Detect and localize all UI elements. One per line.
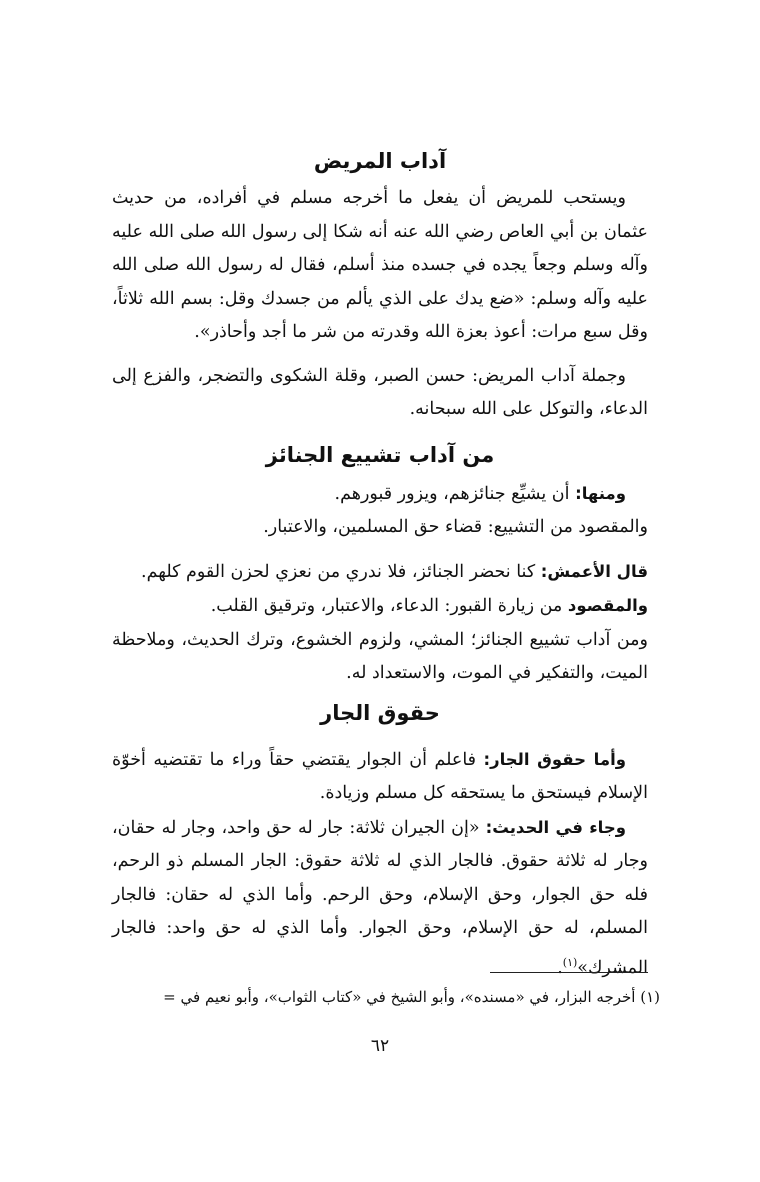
page-body <box>112 140 648 985</box>
paragraph <box>112 589 648 624</box>
paragraph-text: أن يشيِّع جنائزهم، ويزور قبورهم. <box>334 483 576 504</box>
footnote-marker[interactable]: (١) <box>562 955 578 969</box>
paragraph-text: من زيارة القبور: الدعاء، والاعتبار، وترقيق القلب. <box>210 596 568 616</box>
paragraph-lead: قال الأعمش: <box>540 561 648 581</box>
paragraph <box>112 743 648 811</box>
footnote: (١) أخرجه البزار، في «مسنده»، وأبو الشيخ في «كتاب الثواب»، وأبو نعيم في = <box>163 988 660 1006</box>
paragraph <box>112 477 648 512</box>
paragraph-text: فاعلم أن الجوار يقتضي حقاً وراء ما تقتضيه أخوّة الإسلام فيستحق ما يستحقه كل مسلم وزيادة. <box>112 749 648 803</box>
paragraph <box>112 811 648 985</box>
section-heading-patient-etiquette: آداب المريض <box>313 149 447 173</box>
footnote-divider <box>490 972 648 973</box>
page-number: ٦٢ <box>370 1036 390 1056</box>
paragraph-lead: وجاء في الحديث: <box>485 817 626 837</box>
paragraph-text: كنا نحضر الجنائز، فلا ندري من نعزي لحزن القوم كلهم. <box>141 561 541 582</box>
paragraph-lead: وأما حقوق الجار: <box>483 749 626 769</box>
paragraph-lead: ومنها: <box>575 483 626 503</box>
section-heading-funeral-etiquette: من آداب تشييع الجنائز <box>265 442 495 467</box>
paragraph: وجملة آداب المريض: حسن الصبر، وقلة الشكوى والتضجر، والفزع إلى الدعاء، والتوكل على الله سبحانه. <box>112 365 648 419</box>
paragraph-tail: . <box>557 957 563 978</box>
paragraph-text: «إن الجيران ثلاثة: جار له حق واحد، وجار له حقان، وجار له ثلاثة حقوق. فالجار الذي له ثلاثة حقوق: الجار المسلم ذو الرحم، فله حق الجوار، وحق الإسلام، وحق الرحم. وأما الذي له حقان: فالجار المسلم، له حق الإسلام، وحق الجوار. وأما الذي له حق واحد: فالجار المشرك» <box>112 817 648 978</box>
paragraph: ويستحب للمريض أن يفعل ما أخرجه مسلم في أفراده، من حديث عثمان بن أبي العاص رضي الله عنه أنه شكا إلى رسول الله صلى الله عليه وآله وسلم وجعاً يجده في جسده منذ أسلم، فقال له رسول الله صلى الله عليه وآله وسلم: «ضع يدك على الذي يألم من جسدك وقل: بسم الله ثلاثاً، وقل سبع مرات: أعوذ بعزة الله وقدرته من شر ما أجد وأحاذر». <box>112 188 648 342</box>
section-heading-neighbor-rights: حقوق الجار <box>320 700 440 725</box>
paragraph <box>112 555 648 590</box>
paragraph: ومن آداب تشييع الجنائز؛ المشي، ولزوم الخشوع، وترك الحديث، وملاحظة الميت، والتفكير في الموت، والاستعداد له. <box>112 629 648 683</box>
paragraph-lead: والمقصود <box>567 596 648 615</box>
paragraph: والمقصود من التشييع: قضاء حق المسلمين، والاعتبار. <box>263 517 648 537</box>
